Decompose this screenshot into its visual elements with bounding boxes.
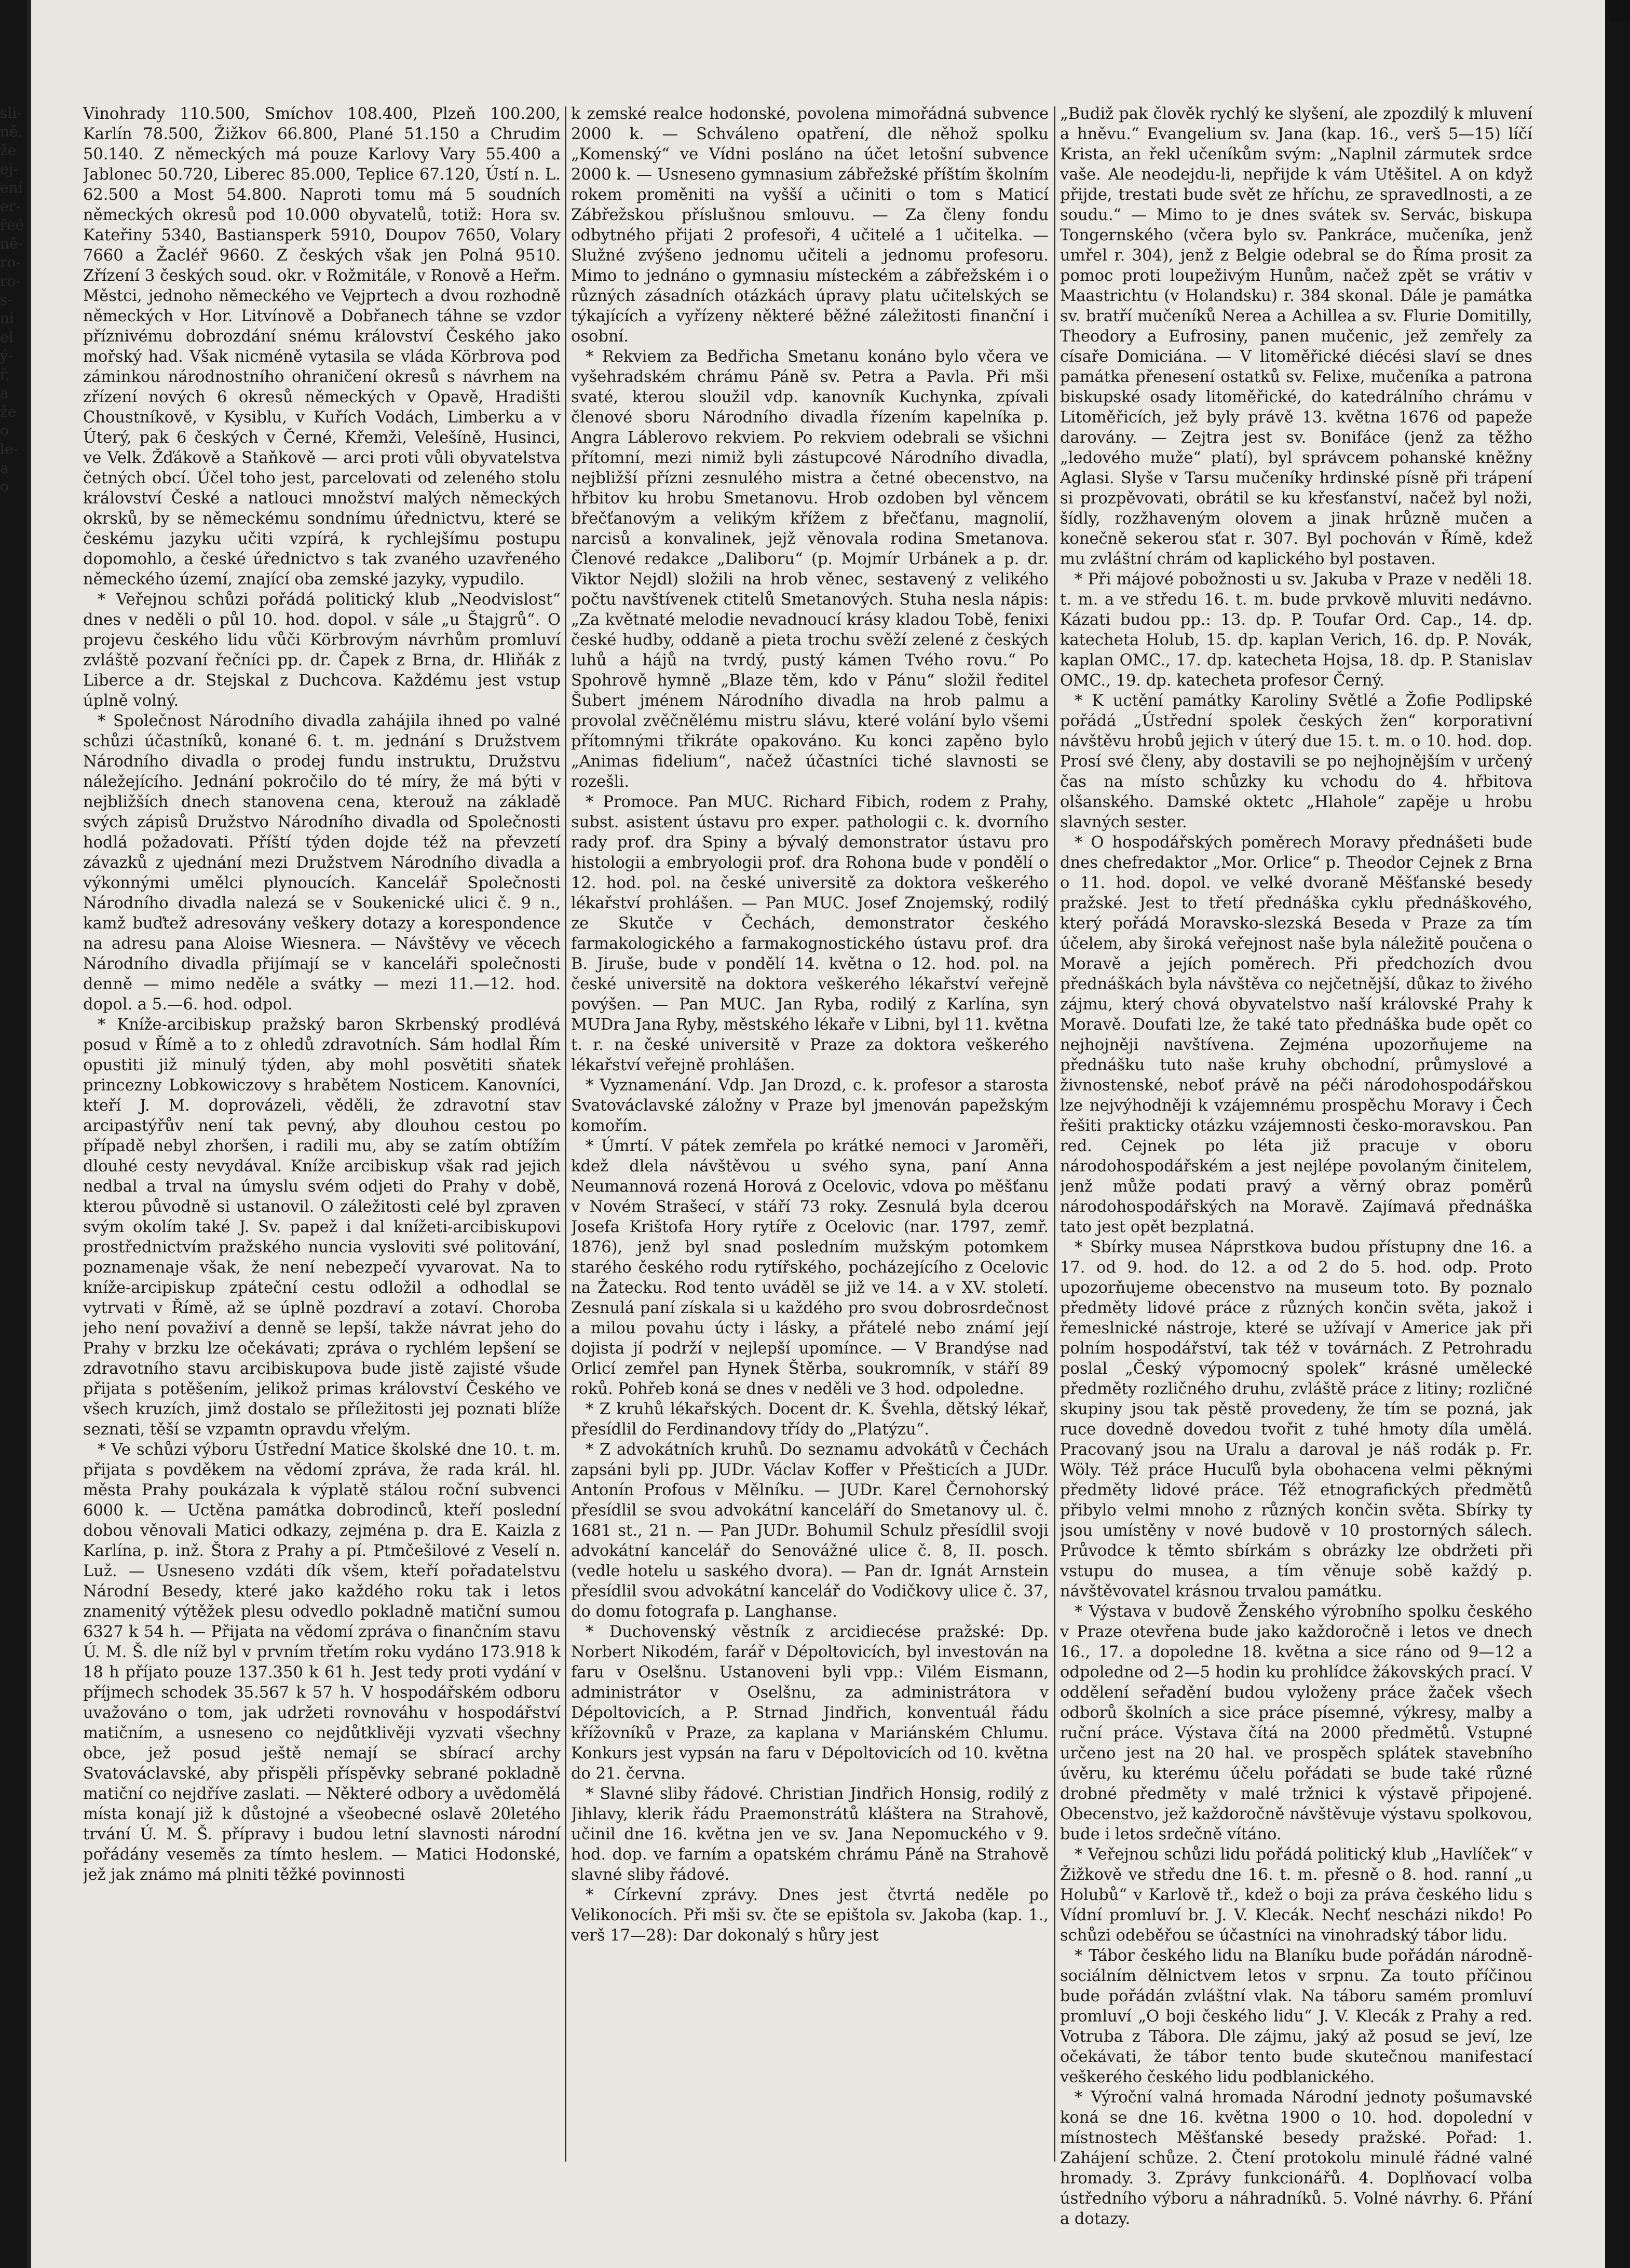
article-paragraph: * Úmrtí. V pátek zemřela po krátké nemoci v Jaroměři, kdež dlela návštěvou u svého syna, paní Anna Neumannová rozená Horová z Ocelovic, vdova po měšťanu v Novém Strašecí, v stáří 73 roky. Zesnulá byla dcerou Josefa Krištofa Hory rytíře z Ocelovic (nar. 1797, zemř. 1876), jenž byl snad posledním mužským potomkem starého českého rodu rytířského, pocházejícího z Ocelovic na Žatecku. Rod tento uváděl se již ve 14. a v XV. století. Zesnulá paní získala si u každého pro svou dobrosrdečnost a milou povahu úcty i lásky, a přátelé nebo známí její dojista jí podrží v nejlepší upomínce. — V Brandýse nad Orlicí zemřel pan Hynek Štěrba, soukromník, v stáří 89 roků. Pohřeb koná se dnes v neděli ve 3 hod. odpoledne. <box>571 1137 1049 1398</box>
article-paragraph: * Sbírky musea Náprstkova budou přístupny dne 16. a 17. od 9. hod. do 12. a od 2 do 5. hod. odp. Proto upozorňujeme obecenstvo na museum toto. By poznalo předměty lidové práce z různých končin světa, jakož i řemeslnické nástroje, které se užívají v Americe jak při polním hospodářství, tak též v továrnách. Z Petrohradu poslal „Český výpomocný spolek“ krásné umělecké předměty rozličného druhu, zvláště práce z litiny; rozličné skupiny jsou tak pěstě provedeny, že tím se pozná, jak ruce dovedně dovedou tvořit z tuhé hmoty díla umělá. Pracovaný jsou na Uralu a daroval je náš rodák p. Fr. Wöly. Též práce Hucuľů byla obohacena velmi pěknými předměty lidové práce. Též etnografických předmětů přibylo velmi mnoho z různých končin světa. Sbírky ty jsou umístěny v nové budově v 10 prostorných sálech. Průvodce k těmto sbírkám s obrázky lze obdržeti při vstupu do musea, a tím věnuje sobě každý p. návštěvovatel krásnou trvalou památku. <box>1060 1238 1532 1601</box>
article-paragraph: „Budiž pak člověk rychlý ke slyšení, ale zpozdilý k mluvení a hněvu.“ Evangelium sv. Jana (kap. 16., verš 5—15) líčí Krista, an řekl učeníkům svým: „Naplnil zármutek srdce vaše. Ale neodejdu-li, nepřijde k vám Utěšitel. A on když přijde, trestati bude svět ze hříchu, ze spravedlnosti, a ze soudu.“ — Mimo to je dnes svátek sv. Servác, biskupa Tongernského (včera bylo sv. Pankráce, mučeníka, jenž umřel r. 304), jenž z Belgie odebral se do Říma prosit za pomoc proti loupeživým Hunům, načež zpět se vrátiv v Maastrichtu (v Holandsku) r. 384 skonal. Dále je památka sv. bratří mučeníků Nerea a Achillea a sv. Flurie Domitilly, Theodory a Eufrosiny, panen mučenic, jež zemřely za císaře Domiciána. — V litoměřické diécési slaví se dnes památka přenesení ostatků sv. Felixe, mučeníka a patrona biskupské osady litoměřické, do katedrálního chrámu v Litoměřicích, jež byly právě 13. května 1676 od papeže darovány. — Zejtra jest sv. Bonifáce (jenž za těžho „ledového muže“ platí), byl správcem pohanské kněžny Aglasi. Slyše v Tarsu mučeníky hrdinské písně při trápení si prozpěvovati, obrátil se ku křesťanství, načež byl noži, šídly, rozžhaveným olovem a jinak hrůzně mučen a konečně sekerou sťat r. 307. Byl pochován v Římě, kdež mu zvláštní chrám od kaplického byl postaven. <box>1060 105 1532 568</box>
margin-fragment: řeé <box>0 216 24 234</box>
article-paragraph: * Tábor českého lidu na Blaníku bude pořádán národně-sociálním dělnictvem letos v srpnu. Za touto příčinou bude pořádán zvláštní vlak. Na táboru samém promluví promluví „O boji českého lidu“ J. V. Klecák z Prahy a red. Votruba z Tábora. Dle zájmu, jaký až posud se jeví, lze očekávati, že tábor tento bude skutečnou manifestací veškerého českého lidu podblanického. <box>1060 1947 1532 2086</box>
article-paragraph: k zemské realce hodonské, povolena mimořádná subvence 2000 k. — Schváleno opatření, dle něhož spolku „Komenský“ ve Vídni posláno na účet letošní subvence 2000 k. — Usneseno gymnasium zábřežské příštím školním rokem proměniti na vyšší a učiniti o tom s Maticí Zábřežskou příslušnou smlouvu. — Za členy fondu odbytného přijati 2 profesoři, 4 učitelé a 1 učitelka. — Služné zvýšeno jednomu učiteli a jednomu profesoru. Mimo to jednáno o gymnasiu místeckém a zábřežském i o různých zásadních otázkách úpravy platu učitelských se týkajících a vyřízeny některé běžné záležitosti finanční i osobní. <box>571 105 1049 346</box>
article-paragraph: * Z advokátních kruhů. Do seznamu advokátů v Čechách zapsáni byli pp. JUDr. Václav Koffer v Přešticích a JUDr. Antonín Profous v Mělníku. — JUDr. Karel Černohorský přesídlil se svou advokátní kanceláří do Smetanovy ul. č. 1681 st., 21 n. — Pan JUDr. Bohumil Schulz přesídlil svoji advokátní kancelář do Senovážné ulice č. 8, II. posch. (vedle hotelu u saského dvora). — Pan dr. Ignát Arnstein přesídlil svou advokátní kancelář do Vodičkovy ulice č. 37, do domu fotografa p. Langhanse. <box>571 1441 1049 1621</box>
margin-fragment: s- <box>0 291 12 308</box>
margin-fragment: ý- <box>0 347 13 364</box>
article-paragraph: * K uctění památky Karoliny Světlé a Žofie Podlipské pořádá „Ústřední spolek českých žen“ korporativní návštěvu hrobů jejich v úterý due 15. t. m. o 10. hod. dop. Prosí své členy, aby dostavili se po nejhojnějším v určený čas na místo schůzky ku vchodu do 4. hřbitova olšanského. Damské oktetc „Hlahole“ zapěje u hrobu slavných sester. <box>1060 692 1532 831</box>
article-paragraph: * Veřejnou schůzi lidu pořádá politický klub „Havlíček“ v Žižkově ve středu dne 16. t. m. přesně o 8. hod. ranní „u Holubů“ v Karlově tř., kdež o boji za práva českého lidu s Vídní promluví br. J. V. Klecák. Nechť nescházi nikdo! Po schůzi odeběřou se účastníci na vinohradský tábor lidu. <box>1060 1846 1532 1945</box>
margin-fragment: ro- <box>0 272 21 290</box>
margin-fragment: ení <box>0 179 23 196</box>
article-paragraph: * Veřejnou schůzi pořádá politický klub „Neodvislost“ dnes v neděli o půl 10. hod. dopol. v sále „u Štajgrů“. O projevu českého lidu vůči Körbrovým návrhům promluví zvláště pozvaní řečníci pp. dr. Čapek z Brna, dr. Hliňák z Liberce a dr. Stejskal z Duchcova. Každému jest vstup úplně volný. <box>83 591 561 710</box>
margin-fragment: ř, <box>0 366 10 383</box>
page-edge <box>27 0 31 2268</box>
article-paragraph: * Výstava v budově Ženského výrobního spolku českého v Praze otevřena bude jako každoročně i letos ve dnech 16., 17. a dopoledne 18. května a sice ráno od 9—12 a odpoledne od 2—5 hodin ku prohlídce žákovských prací. V oddělení seřadění budou vyloženy práce žaček všech odborů školních a sice práce písemné, výkresy, malby a ruční práce. Výstava čítá na 2000 předmětů. Vstupné určeno jest na 20 hal. ve prospěch splátek stavebního úvěru, ku kterému účelu pořádati se bude také různé drobné předměty v malé tržnici k výstavě připojené. Obecenstvo, jež každoročně návštěvuje výstavu spolkovou, bude i letos srdečně vítáno. <box>1060 1603 1532 1843</box>
newspaper-page <box>27 0 1605 2268</box>
article-paragraph: * Promoce. Pan MUC. Richard Fibich, rodem z Prahy, subst. asistent ústavu pro exper. pathologii c. k. dvorního rady prof. dra Spiny a bývalý demonstrator ústavu pro histologii a embryologii prof. dra Rohona bude v pondělí o 12. hod. pol. na české universitě za doktora veškerého lékařství prohlášen. — Pan MUC. Josef Znojemský, rodilý ze Skutče v Čechách, demonstrator českého farmakologického a farmakognostického ústavu prof. dra B. Jiruše, bude v pondělí 14. května o 12. hod. pol. na české universitě na doktora veškerého lékařství veřejně povýšen. — Pan MUC. Jan Ryba, rodilý z Karlína, syn MUDra Jana Ryby, městského lékaře v Libni, byl 11. května t. r. na české universitě v Praze za doktora veškerého lékařství veřejně prohlášen. <box>571 793 1049 1074</box>
article-paragraph: * Duchovenský věstník z arcidiecése pražské: Dp. Norbert Nikodém, farář v Dépoltovicích, byl investován na faru v Oselšnu. Ustanoveni byli vpp.: Vilém Eismann, administrátor v Oselšnu, za administrátora v Dépoltovicích, a P. Strnad Jindřich, konventuál řádu křížovníků v Praze, za kaplana v Mariánském Chlumu. Konkurs jest vypsán na faru v Dépoltovicích od 10. května do 21. června. <box>571 1623 1049 1783</box>
column-divider <box>565 106 566 2162</box>
margin-fragment: ro- <box>0 254 21 271</box>
margin-fragment: a <box>0 385 9 402</box>
margin-fragment: o <box>0 478 9 495</box>
margin-fragment: ní <box>0 310 14 327</box>
margin-fragment: ně- <box>0 235 23 252</box>
corner-mark <box>1609 0 1630 21</box>
text-column-2 <box>571 104 1049 2232</box>
margin-fragment: sli- <box>0 104 22 121</box>
margin-fragment: o <box>0 422 9 439</box>
article-paragraph: Vinohrady 110.500, Smíchov 108.400, Plzeň 100.200, Karlín 78.500, Žižkov 66.800, Plané 51.150 a Chrudim 50.140. Z německých má pouze Karlovy Vary 55.400 a Jablonec 50.720, Liberec 85.000, Teplice 67.120, Ústí n. L. 62.500 a Most 54.800. Naproti tomu má 5 soudních německých okresů pod 10.000 obyvatelů, totiž: Hora sv. Kateřiny 5340, Bastiansperk 5910, Doupov 7650, Volary 7660 a Žacléř 9660. Z českých však jen Polná 9510. Zřízení 3 českých soud. okr. v Rožmitále, v Ronově a Heřm. Městci, jednoho německého ve Vejprtech a dvou rozhodně německých v Hor. Litvínově a Dobřanech táhne se vzdor příznivému dobrozdání snému království Českého jako mořský had. Však nicméně vytasila se vláda Körbrova pod záminkou národnostního ohraničení okresů s návrhem na zřízení nových 6 okresů německých v Opavě, Hradišti Choustníkově, v Kysiblu, v Kuřích Vodách, Limberku a v Úterý, pak 6 českých v Černé, Křemži, Velešíně, Husinci, ve Velk. Žďákově a Staňkově — arci proti vůli obyvatelstva četných obcí. Účel toho jest, parcelovati od zeleného stolu království České a natlouci množství malých německých okrsků, by se německému sondnímu úřednictvu, které se českému jazyku učiti vzpírá, k rychlejšímu postupu dopomohlo, a české úřednictvo s tak zvaného uzavřeného německého území, znající oba zemské jazyky, vypudilo. <box>83 105 561 589</box>
article-paragraph: * Ve schůzi výboru Ústřední Matice školské dne 10. t. m. přijata s povděkem na vědomí zpráva, že rada král. hl. města Prahy poukázala k výplatě stálou roční subvenci 6000 k. — Uctěna památka dobrodinců, kteří poslední dobou věnovali Matici odkazy, zejména p. dra E. Kaizla z Karlína, p. inž. Štora z Prahy a pí. Ptmčešilové z Veselí n. Luž. — Usneseno vzdáti dík všem, kteří pořadatelstvu Národní Besedy, které jako každého roku tak i letos znamenitý výtěžek plesu odvedlo pokladně matiční sumou 6327 k 54 h. — Přijata na vědomí zpráva o finančním stavu Ú. M. Š. dle níž byl v prvním třetím roku vydáno 173.918 k 18 h příjato pouze 137.350 k 61 h. Jest tedy proti vydání v příjmech schodek 35.567 k 57 h. V hospodářském odboru uvažováno o tom, jak udržeti rovnováhu v hospodářství matičním, a usneseno co nejdůtklivěji vyzvati všechny obce, jež posud ještě nemají se sbírací archy Svatováclavské, aby přispěli příspěvky sebrané pokladně matiční co nejdříve zaslati. — Některé odbory a uvědomělá místa konají již k důstojné a všeobecné oslavě 20letého trvání Ú. M. Š. přípravy i budou letní slavnosti národní pořádány veseměs za tímto heslem. — Matici Hodonské, jež jak známo má plniti těžké povinnosti <box>83 1441 561 1884</box>
margin-fragment: že <box>0 403 17 420</box>
margin-fragment: le- <box>0 441 18 458</box>
text-column-1 <box>83 104 561 2232</box>
margin-fragment: že <box>0 142 17 159</box>
margin-fragment: er- <box>0 198 21 215</box>
article-paragraph: * Z kruhů lékařských. Docent dr. K. Švehla, dětský lékař, přesídlil do Ferdinandovy třídy do „Platýzu“. <box>571 1400 1049 1439</box>
article-paragraph: * Výroční valná hromada Národní jednoty pošumavské koná se dne 16. května 1900 o 10. hod. dopolední v místnostech Měšťanské besedy pražské. Pořad: 1. Zahájení schůze. 2. Čtení protokolu minulé řádné valné hromady. 3. Zprávy funkcionářů. 4. Doplňovací volba ústředního výboru a náhradníků. 5. Volné návrhy. 6. Přání a dotazy. <box>1060 2088 1532 2228</box>
margin-fragment: a <box>0 459 9 476</box>
margin-fragment: ně. <box>0 123 23 140</box>
column-divider <box>1054 106 1055 2162</box>
article-paragraph: * Kníže-arcibiskup pražský baron Skrbenský prodlévá posud v Římě a to z ohledů zdravotních. Sám hodlal Řím opustiti již minulý týden, aby mohl posvětiti sňatek princezny Lobkowiczovy s hrabětem Nosticem. Kanovníci, kteří J. M. doprovázeli, věděli, že zdravotní stav arcipastýřův není tak pevný, aby dlouhou cestou po případě nebyl zhoršen, i radili mu, aby se zatím obtížím dlouhé cesty nevydával. Kníže arcibiskup však rad jejich nedbal a trval na úmyslu svém odjeti do Prahy v době, kterou původně si ustanovil. O záležitosti celé byl zpraven svým okolím také J. Sv. papež i dal knížeti-arcibiskupovi prostřednictvím pražského nuncia vysloviti své politování, poznamenaje však, že není nebezpečí vyvarovat. Na to kníže-arcipiskup zpáteční cestu odložil a odhodlal se vytrvati v Římě, až se úplně pozdraví a zotaví. Choroba jeho není považiví a denně se lepší, takže návrat jeho do Prahy v brzku lze očekávati; zpráva o rychlém lepšení se zdravotního stavu arcibiskupova bude jistě zajisté všude přijata s potěšením, jelikož primas království Českého ve všech kruzích, jimž dostalo se příležitosti jej poznati blíže seznati, těší se vzpamtn opravdu vřelým. <box>83 1016 561 1439</box>
article-paragraph: * Společnost Národního divadla zahájila ihned po valné schůzi účastníků, konané 6. t. m. jednání s Družstvem Národního divadla o prodej fundu instruktu, Družstvu náležejícího. Jednání pokročilo do té míry, že má býti v nejbližších dnech stanovena cena, kterouž na základě svých zápisů Družstvo Národního divadla od Společnosti hodlá požadovati. Příští týden dojde též na převzetí závazků z ujednání mezi Družstvem Národního divadla a výkonnými umělci plynoucích. Kancelář Společnosti Národního divadla nalezá se v Soukenické ulici č. 9 n., kamž buďtež adresovány veškery dotazy a korespondence na adresu pana Aloise Wiesnera. — Návštěvy ve věcech Národního divadla přijímají se v kanceláři společnosti denně — mimo neděle a svátky — mezi 11.—12. hod. dopol. a 5.—6. hod. odpol. <box>83 712 561 1014</box>
margin-fragment: el <box>0 329 13 346</box>
margin-fragment: ej- <box>0 160 18 177</box>
article-paragraph: * Slavné sliby řádové. Christian Jindřich Honsig, rodilý z Jihlavy, klerik řádu Praemonstrátů kláštera na Strahově, učinil dne 16. května jen ve sv. Jana Nepomuckého v 9. hod. dop. ve farním a opatském chrámu Páně na Strahově slavné sliby řádové. <box>571 1785 1049 1884</box>
article-paragraph: * Rekviem za Bedřicha Smetanu konáno bylo včera ve vyšehradském chrámu Páně sv. Petra a Pavla. Při mši svaté, kterou sloužil vdp. kanovník Kuchynka, zpívali členové sboru Národního divadla řízením kapelníka p. Angra Láblerovo rekviem. Po rekviem odebrali se všichni přítomní, mezi nimiž byli zástupcové Národního divadla, nejbližší přízni zesnulého mistra a četné obecenstvo, na hřbitov ku hrobu Smetanovu. Hrob ozdoben byl věncem břečťanovým a velikým křížem z břečťanu, magnolií, narcisů a konvalinek, jejž věnovala rodina Smetanova. Členové redakce „Daliboru“ (p. Mojmír Urbánek a p. dr. Viktor Nejdl) složili na hrob věnec, sestavený z velikého počtu navštívenek ctitelů Smetanových. Stuha nesla nápis: „Za květnaté melodie nevadnoucí krásy kladou Tobě, fenixi české hudby, oddaně a pieta trochu svěží zelené z českých luhů a hájů na tvrdý, pustý kámen Tvého rovu.“ Po Spohrově hymně „Blaze těm, kdo v Pánu“ složil ředitel Šubert jménem Národního divadla na hrob palmu a provolal zvěčnělému mistru slávu, které volání bylo všemi přítomnými třikráte opakováno. Ku konci zapěno bylo „Animas fidelium“, načež účastníci tiché slavnosti se rozešli. <box>571 348 1049 791</box>
article-paragraph: * Při májové pobožnosti u sv. Jakuba v Praze v neděli 18. t. m. a ve středu 16. t. m. bude prvkově mluviti nedávno. Kázati budou pp.: 13. dp. P. Toufar Ord. Cap., 14. dp. katecheta Holub, 15. dp. kaplan Verich, 16. dp. P. Novák, kaplan OMC., 17. dp. katecheta Hojsa, 18. dp. P. Stanislav OMC., 19. dp. katecheta profesor Černý. <box>1060 570 1532 690</box>
article-paragraph: * O hospodářských poměrech Moravy přednášeti bude dnes chefredaktor „Mor. Orlice“ p. Theodor Cejnek z Brna o 11. hod. dopol. ve velké dvoraně Měšťanské besedy pražské. Jest to třetí přednáška cyklu přednáškového, který pořádá Moravsko-slezská Beseda v Praze za tím účelem, aby široká veřejnost naše byla náležitě poučena o Moravě a jejích poměrech. Při předchozích dvou přednáškách byla návštěva co nejčetnější, důkaz to živého zájmu, který chová obyvatelstvo naší královské Prahy k Moravě. Doufati lze, že také tato přednáška bude opět co nejhojněji navštívena. Zejména upozorňujeme na přednášku tuto naše kruhy obchodní, průmyslové a živnostenské, neboť právě na péči národohospodářskou lze nejvýhodněji k vzájemnému prospěchu Moravy i Čech řešiti prakticky otázku vzájemnosti česko-moravskou. Pan red. Cejnek po léta již pracuje v oboru národohospodářském a jest nejlépe povolaným činitelem, jenž může podati pravý a věrný obraz poměrů národohospodářských na Moravě. Zajímavá přednáška tato jest opět bezplatná. <box>1060 834 1532 1236</box>
article-paragraph: * Vyznamenání. Vdp. Jan Drozd, c. k. profesor a starosta Svatováclavské záložny v Praze byl jmenován papežským komořím. <box>571 1076 1049 1135</box>
text-column-3 <box>1060 104 1532 2232</box>
article-paragraph: * Církevní zprávy. Dnes jest čtvrtá neděle po Velikonocích. Při mši sv. čte se epištola sv. Jakoba (kap. 1., verš 17—28): Dar dokonalý s hůry jest <box>571 1886 1049 1945</box>
adjacent-page-margin-text <box>0 104 26 623</box>
